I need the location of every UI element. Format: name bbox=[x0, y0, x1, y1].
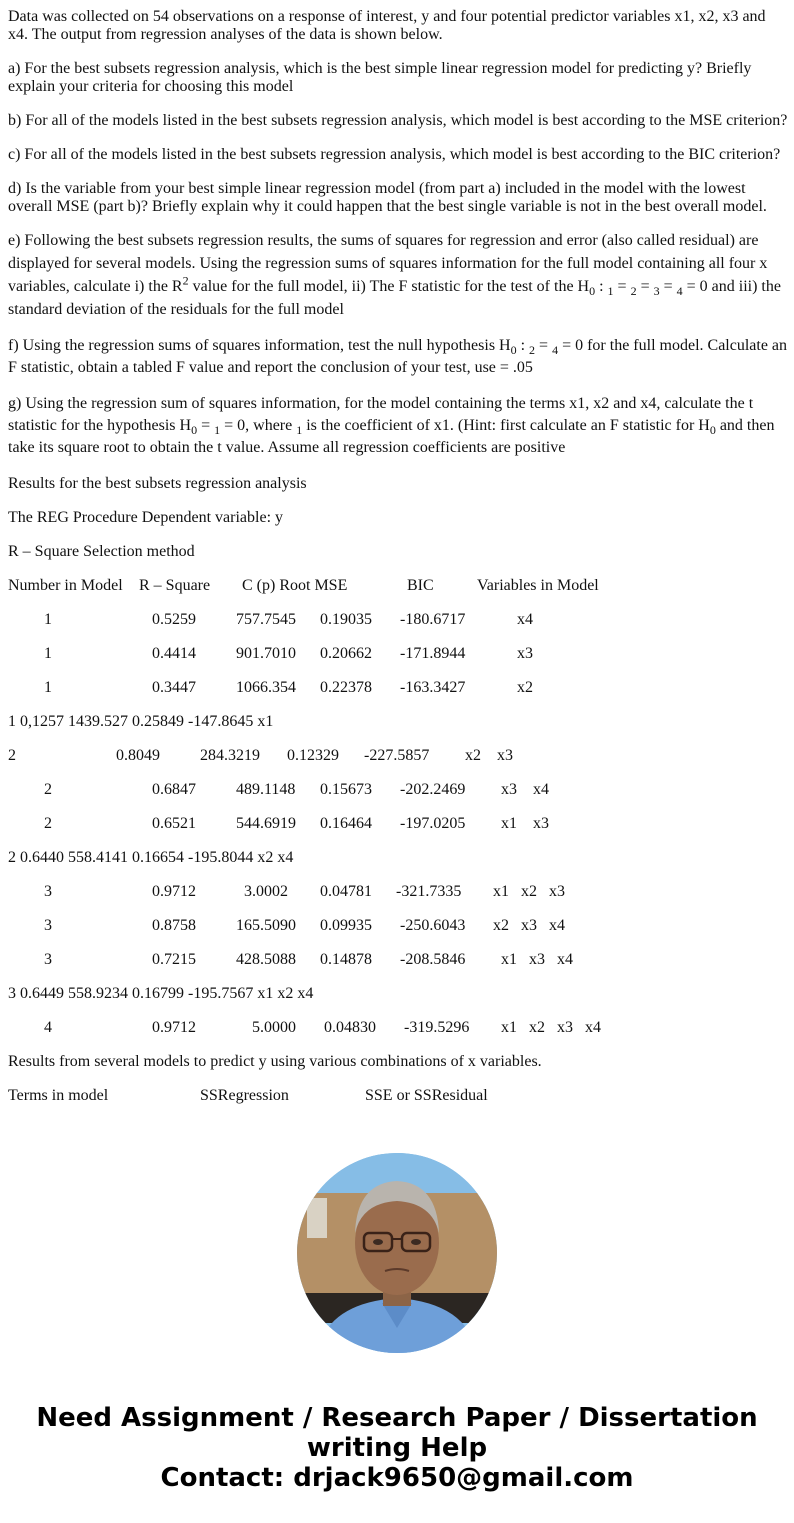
table-row: 2 0.8049 284.3219 0.12329 -227.5857 x2 x3 bbox=[8, 747, 513, 764]
question-c: c) For all of the models listed in the best subsets regression analysis, which model is best according to the BIC criterion? bbox=[8, 146, 781, 163]
col-number-in-model: Number in Model bbox=[8, 577, 123, 594]
col-terms-in-model: Terms in model bbox=[8, 1087, 109, 1104]
table-row: 3 0.8758 165.5090 0.09935 -250.6043 x2 x3 x4 bbox=[44, 917, 565, 934]
table-row: 1 0,1257 1439.527 0.25849 -147.8645 x1 bbox=[8, 713, 274, 730]
table-row: 2 0.6440 558.4141 0.16654 -195.8044 x2 x4 bbox=[8, 849, 294, 866]
results-heading: Results for the best subsets regression analysis bbox=[8, 475, 307, 492]
author-avatar bbox=[297, 1153, 497, 1353]
document-body bbox=[8, 8, 788, 1121]
question-g: g) Using the regression sum of squares information, for the model containing the terms x1, x2 and x4, calculate the t statistic for the hypothesis $H_0 = _1 = 0$, where $_1$ is the coefficient of x1. (Hint: first calculate an F statistic for $H_0$ and then take its square root to obtain the t value. Assume all regression coefficients are positive bbox=[8, 395, 775, 456]
ss-heading: Results from several models to predict y using various combinations of x variables. bbox=[8, 1053, 542, 1070]
promo-contact: Contact: drjack9650@gmail.com bbox=[160, 1463, 634, 1493]
table-row: 1 0.5259 757.7545 0.19035 -180.6717 x4 bbox=[44, 611, 533, 628]
col-sse: SSE or SSResidual bbox=[365, 1087, 488, 1104]
col-variables: Variables in Model bbox=[477, 577, 599, 594]
col-ssregression: SSRegression bbox=[200, 1087, 289, 1104]
ss-header-row bbox=[8, 1087, 788, 1105]
promo-line-2: writing Help bbox=[306, 1433, 488, 1463]
question-f: f) Using the regression sums of squares information, test the null hypothesis $H_0$ : $_2$ = $_4$ = 0 for the full model. Calculate an F statistic, obtain a tabled F value and report the conclusion of your test, use = .05 bbox=[8, 337, 788, 376]
intro-paragraph: Data was collected on 54 observations on a response of interest, y and four potential predictor variables x1, x2, x3 and x4. The output from regression analyses of the data is shown below. bbox=[8, 8, 766, 43]
table-row: 2 0.6847 489.1148 0.15673 -202.2469 x3 x4 bbox=[44, 781, 549, 798]
col-bic: BIC bbox=[407, 577, 434, 594]
promo-line-1: Need Assignment / Research Paper / Dissertation bbox=[36, 1403, 758, 1433]
portrait-image bbox=[297, 1153, 497, 1353]
question-e: e) Following the best subsets regression results, the sums of squares for regression and error (also called residual) are displayed for several models. Using the regression sums of squares information for the full model containing all four x variables, calculate i) the $R^2$ value for the full model, ii) The F statistic for the test of the $H_0$ : $_1$ = $_2$ = $_3$ = $_4$ = 0 and iii) the standard deviation of the residuals for the full model bbox=[8, 232, 781, 318]
col-cp-root-mse: C (p) Root MSE bbox=[242, 577, 348, 594]
table-row: 4 0.9712 5.0000 0.04830 -319.5296 x1 x2 x3 x4 bbox=[44, 1019, 601, 1036]
table-row: 3 0.7215 428.5088 0.14878 -208.5846 x1 x3 x4 bbox=[44, 951, 573, 968]
promo-banner bbox=[0, 1403, 794, 1493]
question-d: d) Is the variable from your best simple linear regression model (from part a) included in the model with the lowest overall MSE (part b)? Briefly explain why it could happen that the best single variable is not in the best overall model. bbox=[8, 180, 767, 215]
question-a: a) For the best subsets regression analysis, which is the best simple linear regression model for predicting y? Briefly explain your criteria for choosing this model bbox=[8, 60, 752, 95]
table-row: 3 0.6449 558.9234 0.16799 -195.7567 x1 x2 x4 bbox=[8, 985, 314, 1002]
procedure-line: The REG Procedure Dependent variable: y bbox=[8, 509, 284, 526]
table-row: 2 0.6521 544.6919 0.16464 -197.0205 x1 x3 bbox=[44, 815, 549, 832]
question-b: b) For all of the models listed in the best subsets regression analysis, which model is best according to the MSE criterion? bbox=[8, 112, 788, 129]
table-row: 1 0.4414 901.7010 0.20662 -171.8944 x3 bbox=[44, 645, 533, 662]
results-header-row bbox=[8, 577, 788, 595]
table-row: 3 0.9712 3.0002 0.04781 -321.7335 x1 x2 x3 bbox=[44, 883, 565, 900]
table-row: 1 0.3447 1066.354 0.22378 -163.3427 x2 bbox=[44, 679, 533, 696]
selection-method: R – Square Selection method bbox=[8, 543, 195, 560]
col-r-square: R – Square bbox=[139, 577, 211, 594]
